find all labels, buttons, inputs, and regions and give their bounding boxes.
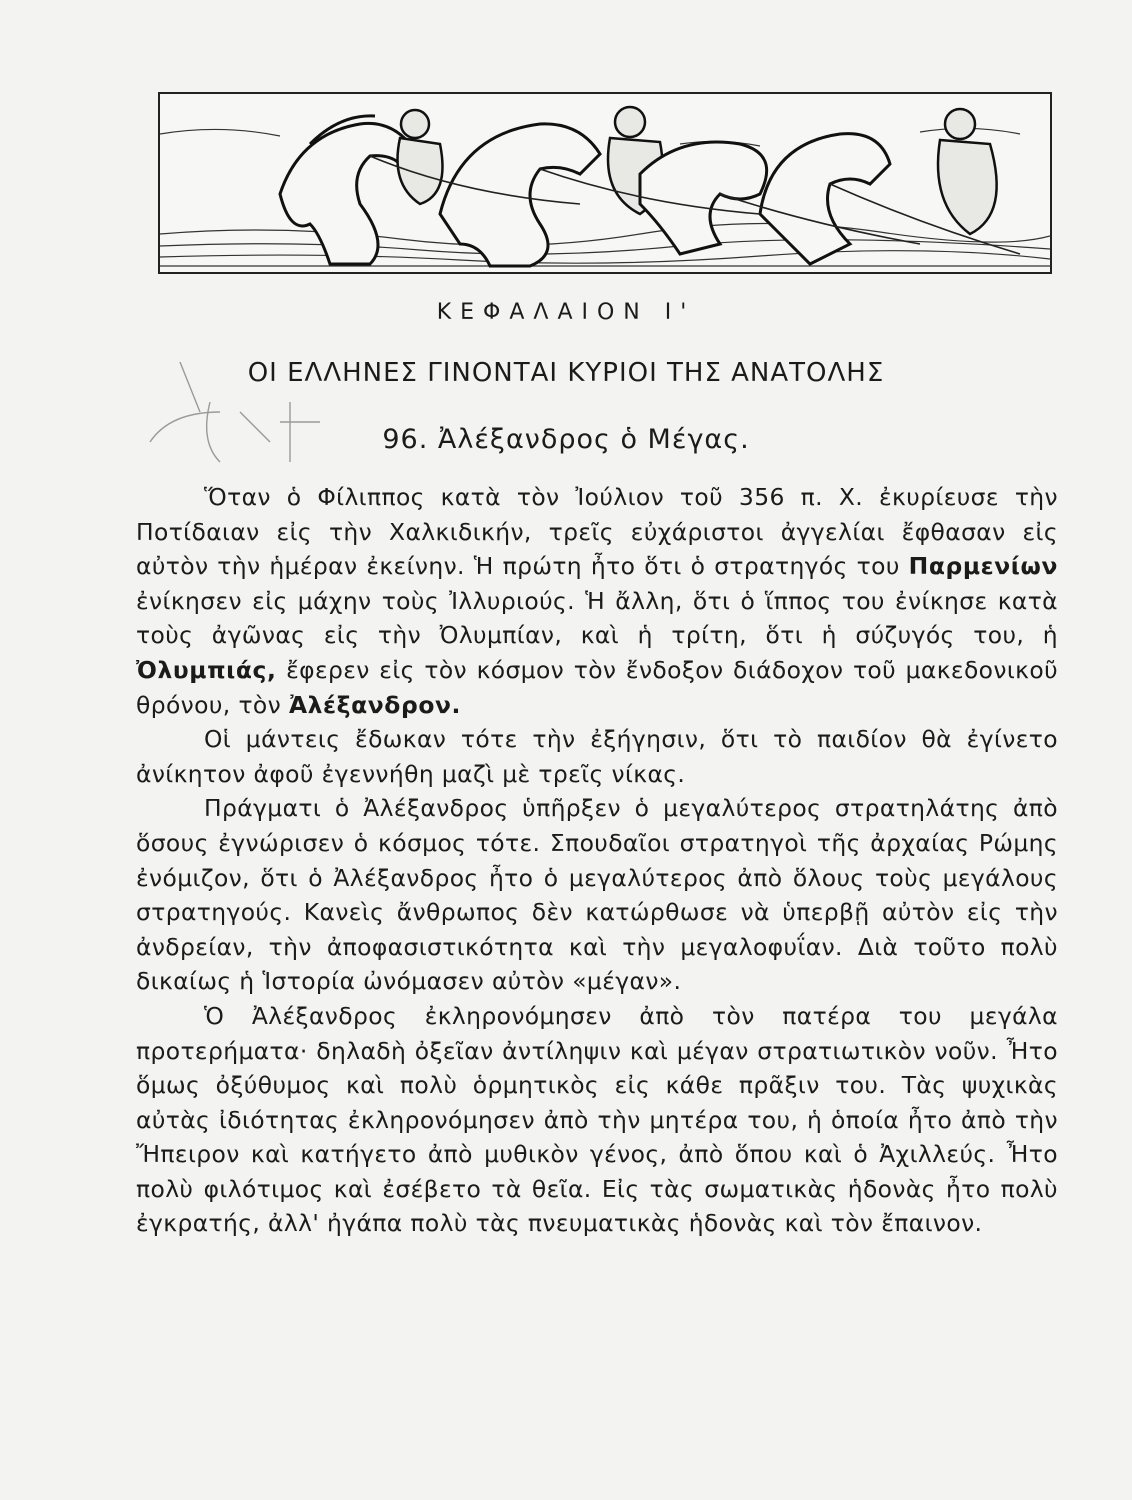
text-run: Οἱ μάντεις ἔδωκαν τότε τὴν ἐξήγησιν, ὅτι τὸ παιδίον θὰ ἐγίνετο ἀνίκητον ἀφοῦ ἐγεννήθη μαζὶ μὲ τρεῖς νίκας. (136, 725, 1058, 788)
text-run: Ὁ Ἀλέξανδρος ἐκληρονόμησεν ἀπὸ τὸν πατέρα του μεγάλα προτερήματα· δηλαδὴ ὀξεῖαν ἀντίληψιν καὶ μέγαν στρατιωτικὸν νοῦν. Ἦτο ὅμως ὀξύθυμος καὶ πολὺ ὁρμητικὸς εἰς κάθε πρᾶξιν του. Τὰς ψυχικὰς αὐτὰς ἰδιότητας ἐκληρονόμησεν ἀπὸ τὴν μητέρα του, ἡ ὁποία ἦτο ἀπὸ τὴν Ἤπειρον καὶ κατήγετο ἀπὸ μυθικὸν γένος, ἀπὸ ὅπου καὶ ὁ Ἀχιλλεύς. Ἦτο πολὺ φιλότιμος καὶ ἐσέβετο τὰ θεῖα. Εἰς τὰς σωματικὰς ἡδονὰς ἦτο πολὺ ἐγκρατής, ἀλλ' ἠγάπα πολὺ τὰς πνευματικὰς ἡδονὰς καὶ τὸν ἔπαινον. (136, 1001, 1058, 1238)
emphasized-name: Ὀλυμπιάς, (136, 655, 277, 684)
chapter-heading: ΚΕΦΑΛΑΙΟΝ Ι' (436, 300, 696, 325)
emphasized-name: Ἀλέξανδρον. (288, 690, 462, 719)
frieze-illustration (158, 92, 1052, 274)
body-text (136, 480, 1058, 1241)
text-run: ἐνίκησεν εἰς μάχην τοὺς Ἰλλυριούς. Ἡ ἄλλη, ὅτι ὁ ἵππος του ἐνίκησε κατὰ τοὺς ἀγῶνας εἰς τὴν Ὀλυμπίαν, καὶ ἡ τρίτη, ὅτι ἡ σύζυγός του, ἡ (136, 586, 1058, 650)
text-run: Πράγματι ὁ Ἀλέξανδρος ὑπῆρξεν ὁ μεγαλύτερος στρατηλάτης ἀπὸ ὅσους ἐγνώρισεν ὁ κόσμος τότε. Σπουδαῖοι στρατηγοὶ τῆς ἀρχαίας Ρώμης ἐνόμιζον, ὅτι ὁ Ἀλέξανδρος ἦτο ὁ μεγαλύτερος ἀπὸ ὅλους τοὺς μεγάλους στρατηγούς. Κανεὶς ἄνθρωπος δὲν κατώρθωσε νὰ ὑπερβῇ αὐτὸν εἰς τὴν ἀνδρείαν, τὴν ἀποφασιστικότητα καὶ τὴν μεγαλοφυΐαν. Διὰ τοῦτο πολὺ δικαίως ἡ Ἱστορία ὠνόμασεν αὐτὸν «μέγαν». (136, 794, 1058, 996)
text-run: Ὅταν ὁ Φίλιππος κατὰ τὸν Ἰούλιον τοῦ 356 π. Χ. ἐκυρίευσε τὴν Ποτίδαιαν εἰς τὴν Χαλκιδικήν, τρεῖς εὐχάριστοι ἀγγελίαι ἔφθασαν εἰς αὐτὸν τὴν ἡμέραν ἐκείνην. Ἡ πρώτη ἦτο ὅτι ὁ στρατηγός του (136, 483, 1058, 581)
paragraph (136, 791, 1058, 999)
text-run: ἔφερεν εἰς τὸν κόσμον τὸν ἔνδοξον διάδοχον τοῦ μακεδονικοῦ θρόνου, τὸν (136, 655, 1058, 719)
section-title: 96. Ἀλέξανδρος ὁ Μέγας. (382, 424, 750, 455)
emphasized-name: Παρμενίων (908, 552, 1058, 581)
paragraph (136, 480, 1058, 722)
paragraph (136, 722, 1058, 791)
chapter-title: ΟΙ ΕΛΛΗΝΕΣ ΓΙΝΟΝΤΑΙ ΚΥΡΙΟΙ ΤΗΣ ΑΝΑΤΟΛΗΣ (247, 358, 885, 388)
paragraph (136, 999, 1058, 1241)
